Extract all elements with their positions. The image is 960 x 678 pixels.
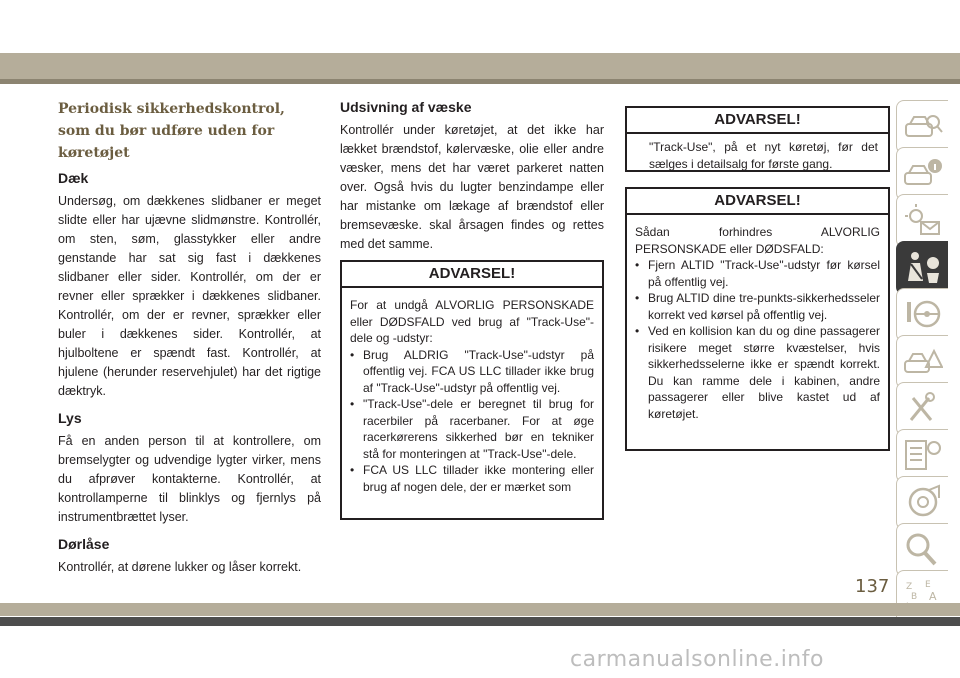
tab-car-warning[interactable] (896, 335, 948, 389)
heading-daek: Dæk (58, 170, 89, 186)
multimedia-icon (903, 484, 943, 522)
car-warning-icon (903, 343, 943, 381)
paragraph-udsivning: Kontrollér under køretøjet, at det ikke har lækket brændstof, kølervæske, olie eller andre væsker, mens det har været parkeret natten over. Også hvis du lugter benzindampe eller har mistanke om lækage af brændstof eller bremsevæske. skal årsagen findes og rettes med det samme. (340, 123, 604, 251)
warning-bullet: • Brug ALDRIG "Track-Use"-udstyr på offentlig vej. FCA US LLC tillader ikke brug af "Track-Use"-udstyr på offentlig vej. (350, 347, 594, 397)
footer-rule (0, 617, 960, 626)
tab-steering[interactable] (896, 288, 948, 342)
tab-multimedia[interactable] (896, 476, 948, 530)
heading-doerlaase: Dørlåse (58, 536, 110, 552)
tools-icon (903, 390, 943, 428)
header-rule (0, 79, 960, 84)
svg-text:E: E (925, 580, 931, 590)
warning-bullets (635, 257, 880, 422)
heading-udsivning: Udsivning af væske (340, 99, 472, 115)
warning-title: ADVARSEL! (627, 108, 888, 134)
tab-car-info[interactable] (896, 147, 948, 201)
list-settings-icon (903, 437, 943, 475)
warning-intro: Sådan forhindres ALVORLIG PERSONSKADE eller DØDSFALD: (635, 225, 880, 256)
warning-body (627, 134, 888, 176)
car-search-icon (903, 108, 943, 146)
warning-body (627, 215, 888, 428)
svg-text:A: A (929, 590, 937, 603)
header-band (0, 53, 960, 79)
warning-box-continued (625, 106, 890, 172)
column-1 (58, 98, 321, 585)
footer-band (0, 603, 960, 616)
tab-list-settings[interactable] (896, 429, 948, 483)
tab-car-search[interactable] (896, 100, 948, 154)
warning-bullet: • Fjern ALTID "Track-Use"-udstyr før kørsel på offentlig vej. (635, 257, 880, 290)
warning-text: "Track-Use", på et nyt køretøj, før det sælges i detailsalg for første gang. (649, 140, 878, 171)
svg-text:Z: Z (906, 582, 913, 592)
tab-tools[interactable] (896, 382, 948, 436)
tab-lights-message[interactable] (896, 194, 948, 248)
warning-box-injury (625, 187, 890, 451)
paragraph-daek: Undersøg, om dækkenes slidbaner er meget slidte eller har ujævne slidmønstre. Kontrollér, om sten, søm, glasstykker eller andre genstande har sat sig fast i dækkenes slidbaner eller sider. Kontrollér, om der er revner eller sprækker i dækkenes slidbaner. Kontrollér, om der er revner, sprækker eller buler i dækkenes sider. Kontrollér, at hjulboltene er spændt fast. Kontrollér, at hjulene (herunder reservehjulet) har det rigtige dæktryk. (58, 194, 321, 398)
warning-intro: For at undgå ALVORLIG PERSONSKADE eller DØDSFALD ved brug af "Track-Use"-dele og -udstyr: (350, 298, 594, 345)
tab-seatbelt-airbag[interactable] (896, 241, 948, 295)
warning-bullet: • Brug ALTID dine tre-punkts-sikkerhedsseler korrekt ved kørsel på offentlig vej. (635, 290, 880, 323)
seatbelt-airbag-icon (903, 249, 943, 287)
page-number: 137 (855, 576, 890, 597)
paragraph-doerlaase: Kontrollér, at dørene lukker og låser korrekt. (58, 560, 302, 574)
warning-bullet: • "Track-Use"-dele er beregnet til brug for racerbiler på racerbaner. For at øge racerkørerens sikkerhed bør en tekniker stå for monteringen at "Track-Use"-dele. (350, 396, 594, 462)
svg-text:B: B (911, 592, 918, 602)
watermark: carmanualsonline.info (570, 647, 824, 672)
section-title: Periodisk sikkerhedskontrol, som du bør udføre uden for køretøjet (58, 101, 285, 161)
column-2 (340, 98, 604, 262)
steering-wheel-icon (903, 296, 943, 334)
warning-bullet: • FCA US LLC tillader ikke montering eller brug af nogen dele, der er mærket som (350, 462, 594, 495)
lights-message-icon (903, 202, 943, 240)
car-info-icon (903, 155, 943, 193)
warning-bullet: • Ved en kollision kan du og dine passagerer risikere meget større kvæstelser, hvis sikkerhedsselerne ikke er spændt korrekt. Du kan ramme dele i kabinen, andre passagerer eller blive kastet ud af køretøjet. (635, 323, 880, 422)
paragraph-lys: Få en anden person til at kontrollere, om bremselygter og udvendige lygter virker, mens du afprøver kontakterne. Kontrollér, at kontrollamperne til blinklys og fjernlys på instrumentbrættet lyser. (58, 434, 321, 524)
warning-bullets (350, 347, 594, 496)
warning-box-track-use (340, 260, 604, 520)
warning-title: ADVARSEL! (627, 189, 888, 215)
magnifier-icon (903, 531, 943, 569)
tab-search[interactable] (896, 523, 948, 577)
warning-body (342, 288, 602, 501)
warning-title: ADVARSEL! (342, 262, 602, 288)
heading-lys: Lys (58, 410, 82, 426)
